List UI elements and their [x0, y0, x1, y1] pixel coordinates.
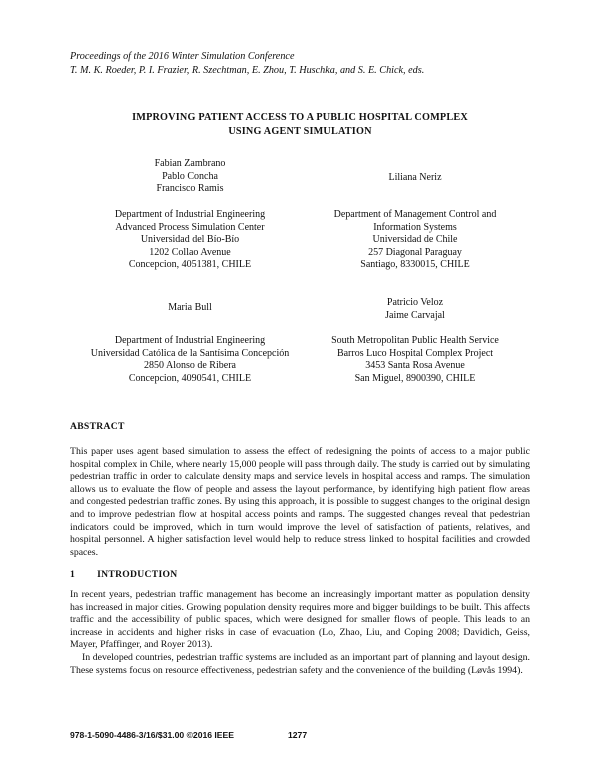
affiliation-line: Universidad de Chile — [372, 234, 458, 245]
title-line-1: IMPROVING PATIENT ACCESS TO A PUBLIC HOSPITAL COMPLEX — [132, 112, 468, 123]
affiliation-line: 2850 Alonso de Ribera — [144, 360, 236, 371]
author-group-3-affiliation — [70, 335, 310, 385]
author-name: Jaime Carvajal — [385, 309, 445, 321]
title-line-2: USING AGENT SIMULATION — [228, 125, 372, 137]
affiliation-line: Universidad Católica de la Santísima Concepción — [90, 347, 290, 359]
affiliation-line: Information Systems — [373, 221, 457, 233]
affiliation-line: 3453 Santa Rosa Avenue — [365, 360, 465, 371]
author-name: Francisco Ramis — [156, 183, 224, 194]
affiliation-line: Barros Luco Hospital Complex Project — [336, 347, 494, 359]
author-name: Fabian Zambrano — [154, 158, 226, 169]
author-group-2-names — [310, 172, 520, 185]
author-group-1-names — [80, 158, 300, 196]
page-number: 1277 — [288, 730, 308, 740]
affiliation-line: Department of Industrial Engineering — [114, 335, 266, 346]
affiliation-line: Concepcion, 4090541, CHILE — [128, 372, 252, 384]
author-group-2-affiliation — [310, 209, 520, 272]
author-name: Patricio Veloz — [386, 297, 444, 308]
affiliation-line: Universidad del Bío-Bío — [140, 234, 240, 245]
proceedings-header — [70, 50, 424, 78]
author-group-1-affiliation — [80, 209, 300, 272]
affiliation-line: Advanced Process Simulation Center — [115, 221, 265, 233]
intro-paragraph-1: In recent years, pedestrian traffic management has become an increasingly important matter as population density has increased in major cities. Growing population density requires more and bigger buildings to be built. This affects traffic and the accessibility of public spaces, which were designed for smaller flows of people. This leads to an increase in accidents and higher risks in case of evacuation (Lo, Zhao, Liu, and Coping 2008; Davidich, Geiss, Mayer, Pfaffinger, and Royer 2013). — [70, 589, 530, 651]
footer-isbn: 978-1-5090-4486-3/16/$31.00 ©2016 IEEE — [70, 730, 235, 740]
author-name: Liliana Neriz — [388, 172, 442, 183]
author-name: Maria Bull — [168, 302, 212, 313]
abstract-text: This paper uses agent based simulation to assess the effect of redesigning the points of access to a major public hospital complex in Chile, where nearly 15,000 people will pass through daily. The study is carried out by simulating pedestrian traffic in order to calculate density maps and service levels in hospital access and ramps. The simulation allows us to evaluate the flow of people and assess the layout performance, by identifying high patient flow areas and congested pedestrian traffic zones. By using this approach, it is possible to suggest changes to the original design and to improve pedestrian flow at hospital access points and ramps. The suggested changes reveal that pedestrian indicators could be improved, which in turn would improve the level of satisfaction of patients, relatives, and hospital personnel. A higher satisfaction level would help to reduce stress linked to hospital facilities and crowded spaces. — [70, 446, 530, 558]
affiliation-line: Santiago, 8330015, CHILE — [360, 259, 470, 270]
author-group-4-affiliation — [310, 335, 520, 385]
introduction-heading — [70, 569, 177, 580]
affiliation-line: 1202 Collao Avenue — [149, 246, 231, 258]
affiliation-line: Department of Management Control and — [333, 209, 497, 220]
abstract-body — [70, 446, 530, 559]
affiliation-line: Concepcion, 4051381, CHILE — [128, 259, 252, 270]
affiliation-line: San Miguel, 8900390, CHILE — [354, 372, 476, 384]
abstract-heading: ABSTRACT — [70, 421, 125, 432]
affiliation-line: South Metropolitan Public Health Service — [331, 335, 499, 346]
author-name: Pablo Concha — [162, 170, 218, 182]
section-number: 1 — [70, 569, 76, 580]
proceedings-editors: T. M. K. Roeder, P. I. Frazier, R. Szechtman, E. Zhou, T. Huschka, and S. E. Chick, eds. — [70, 65, 425, 76]
author-group-3-names — [80, 302, 300, 315]
affiliation-line: Department of Industrial Engineering — [114, 209, 266, 220]
author-group-4-names — [310, 297, 520, 322]
affiliation-line: 257 Diagonal Paraguay — [368, 246, 462, 258]
proceedings-line-1: Proceedings of the 2016 Winter Simulation Conference — [70, 51, 295, 62]
introduction-body — [70, 589, 530, 677]
intro-paragraph-2: In developed countries, pedestrian traffic systems are included as an important part of planning and layout design. These systems focus on resource effectiveness, pedestrian safety and the convenience of the building (Løvås 1994). — [70, 651, 530, 676]
paper-title — [60, 111, 540, 138]
section-title: INTRODUCTION — [97, 569, 178, 580]
